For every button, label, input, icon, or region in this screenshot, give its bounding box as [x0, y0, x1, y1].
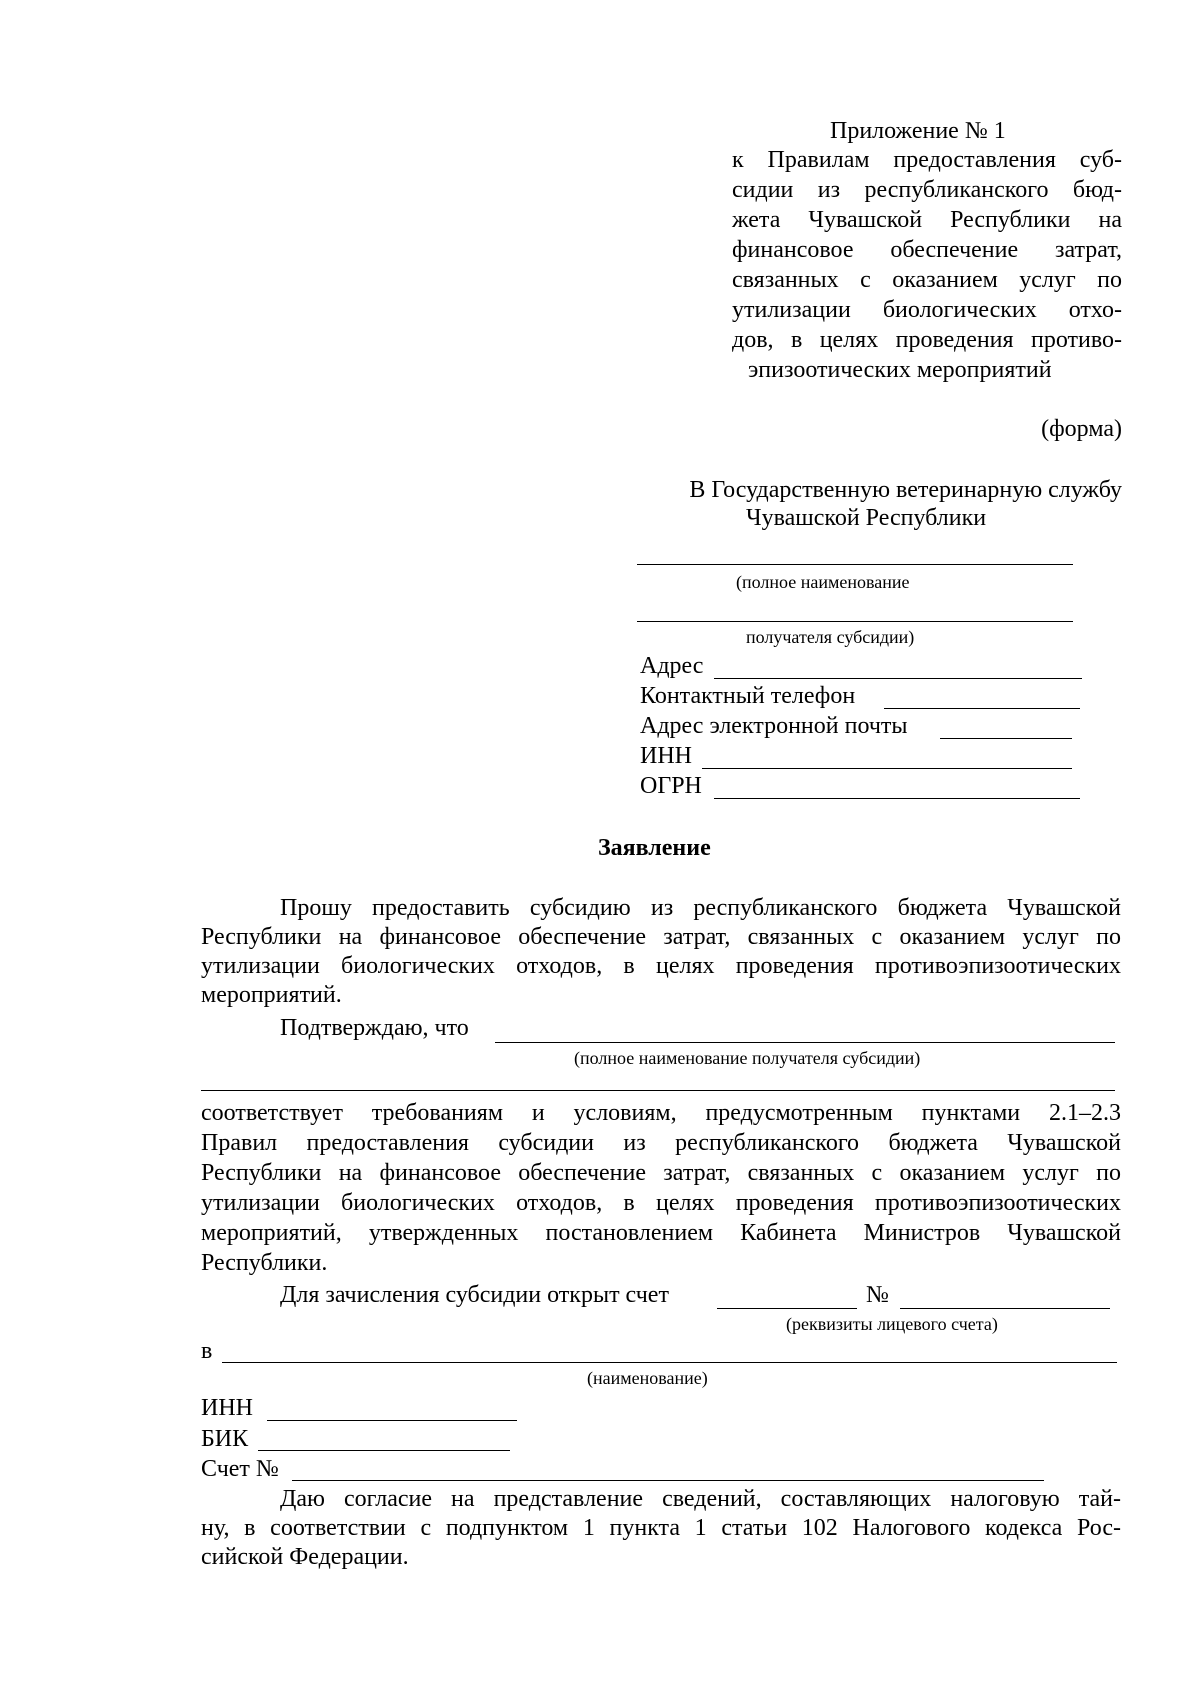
- paragraph-line: ну, в соответствии с подпунктом 1 пункта 1 статьи 102 Налогового кодекса Рос-: [201, 1515, 1121, 1541]
- confirm-name-field[interactable]: [495, 1042, 1115, 1043]
- recipient-name-hint: (полное наименование: [736, 572, 910, 592]
- paragraph-line: Республики на финансовое обеспечение затрат, связанных с оказанием услуг по: [201, 924, 1121, 950]
- bank-name-field[interactable]: [222, 1362, 1117, 1363]
- paragraph-line: мероприятий, утвержденных постановлением Кабинета Министров Чувашской: [201, 1220, 1121, 1246]
- ogrn-label: ОГРН: [640, 773, 702, 799]
- paragraph-line: Республики.: [201, 1250, 328, 1276]
- paragraph-line: Даю согласие на представление сведений, составляющих налоговую тай-: [280, 1486, 1121, 1512]
- account-field[interactable]: [717, 1308, 857, 1309]
- paragraph-line: мероприятий.: [201, 982, 342, 1008]
- address-label: Адрес: [640, 653, 704, 679]
- bank-prefix: в: [201, 1338, 213, 1364]
- email-field[interactable]: [940, 738, 1072, 739]
- recipient-name-line-2[interactable]: [637, 621, 1073, 622]
- bank-hint: (наименование): [587, 1368, 708, 1388]
- account-hint: (реквизиты лицевого счета): [786, 1314, 998, 1334]
- email-label: Адрес электронной почты: [640, 713, 908, 739]
- paragraph-line: сийской Федерации.: [201, 1544, 409, 1570]
- inn-label: ИНН: [640, 743, 692, 769]
- appendix-subtitle: [732, 145, 1122, 355]
- appendix-line: дов, в целях проведения противо-: [732, 327, 1122, 353]
- ogrn-field[interactable]: [714, 798, 1080, 799]
- bank-account-label: Счет №: [201, 1456, 279, 1482]
- account-number-sign: №: [866, 1282, 889, 1308]
- paragraph-line: Республики на финансовое обеспечение затрат, связанных с оказанием услуг по: [201, 1160, 1121, 1186]
- appendix-line: связанных с оказанием услуг по: [732, 267, 1122, 293]
- paragraph-line: утилизации биологических отходов, в целях проведения противоэпизоотических: [201, 1190, 1121, 1216]
- addressee-line2: Чувашской Республики: [746, 505, 987, 531]
- phone-label: Контактный телефон: [640, 683, 856, 709]
- confirm-hint: (полное наименование получателя субсидии): [574, 1048, 921, 1068]
- confirm-name-field-2[interactable]: [201, 1090, 1115, 1091]
- appendix-line: финансовое обеспечение затрат,: [732, 237, 1122, 263]
- paragraph-line: Правил предоставления субсидии из республиканского бюджета Чувашской: [201, 1130, 1121, 1156]
- paragraph-line: соответствует требованиям и условиям, предусмотренным пунктами 2.1–2.3: [201, 1100, 1121, 1126]
- form-label: (форма): [1041, 416, 1122, 442]
- bank-bik-field[interactable]: [258, 1450, 510, 1451]
- paragraph-line: Прошу предоставить субсидию из республиканского бюджета Чувашской: [280, 895, 1121, 921]
- appendix-line: эпизоотических мероприятий: [748, 357, 1052, 383]
- bank-inn-label: ИНН: [201, 1395, 253, 1421]
- document-title: Заявление: [598, 835, 711, 861]
- bank-account-field[interactable]: [292, 1480, 1044, 1481]
- appendix-line: жета Чувашской Республики на: [732, 207, 1122, 233]
- appendix-line: сидии из республиканского бюд-: [732, 177, 1122, 203]
- account-label: Для зачисления субсидии открыт счет: [280, 1282, 669, 1308]
- appendix-title: Приложение № 1: [830, 118, 1006, 144]
- paragraph-line: утилизации биологических отходов, в целях проведения противоэпизоотических: [201, 953, 1121, 979]
- recipient-name-hint-2: получателя субсидии): [746, 627, 915, 647]
- appendix-line: к Правилам предоставления суб-: [732, 147, 1122, 173]
- appendix-line: утилизации биологических отхо-: [732, 297, 1122, 323]
- bank-bik-label: БИК: [201, 1426, 249, 1452]
- addressee-line1: В Государственную ветеринарную службу: [689, 477, 1122, 503]
- recipient-name-line[interactable]: [637, 564, 1073, 565]
- account-number-field[interactable]: [900, 1308, 1110, 1309]
- address-field[interactable]: [714, 678, 1082, 679]
- inn-field[interactable]: [702, 768, 1072, 769]
- phone-field[interactable]: [884, 708, 1080, 709]
- confirm-label: Подтверждаю, что: [280, 1015, 469, 1041]
- bank-inn-field[interactable]: [267, 1420, 517, 1421]
